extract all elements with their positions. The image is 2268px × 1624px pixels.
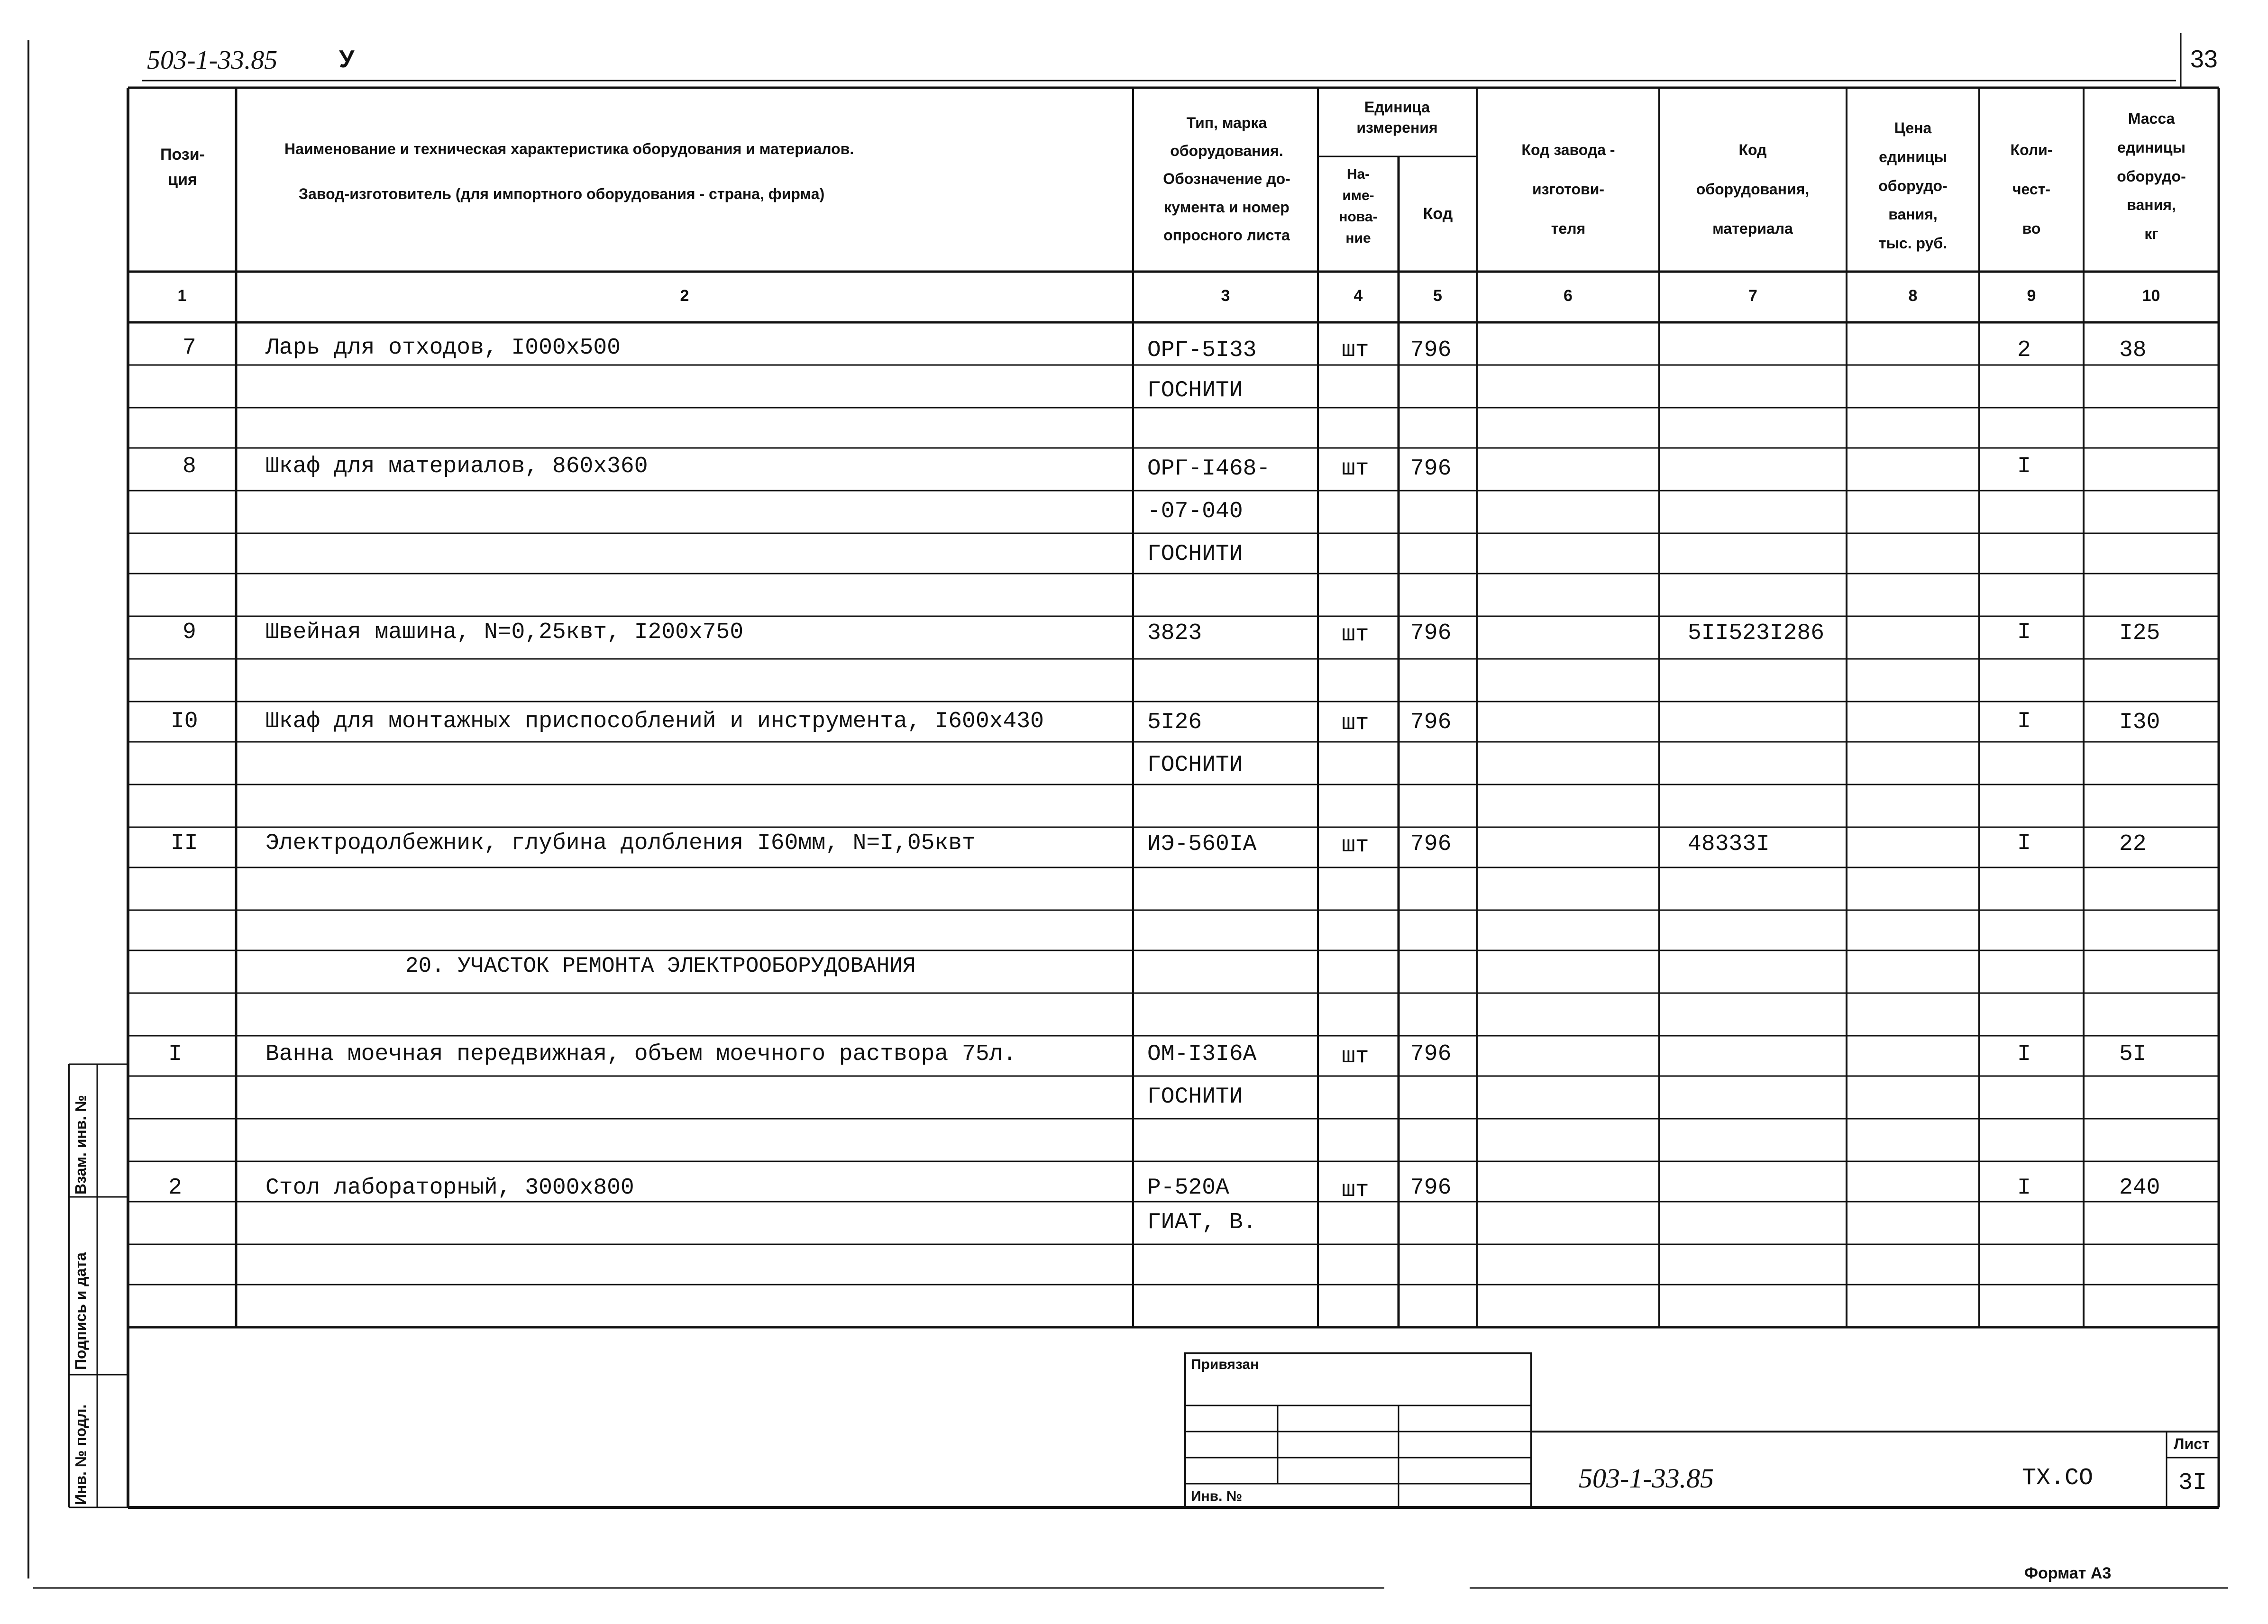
row-unit-code: 796 [1410, 338, 1452, 363]
side-label-vzam: Взам. инв. № [72, 1095, 89, 1195]
col-header-factory-code: Код завода - изготови- теля [1521, 141, 1615, 237]
row-position: II [171, 830, 198, 856]
format-label: Формат А3 [2024, 1564, 2112, 1582]
row-type: ГОСНИТИ [1147, 1084, 1243, 1110]
row-unit: шт [1342, 338, 1369, 363]
row-name: Шкаф для монтажных приспособлений и инструмента, I600x430 [265, 709, 1044, 734]
col-header-equipment-code: Код оборудования, материала [1696, 141, 1810, 237]
col-number: 1 [177, 287, 187, 305]
row-unit: шт [1342, 711, 1369, 736]
row-name: Ларь для отходов, I000x500 [265, 335, 621, 361]
row-quantity: I [2017, 1041, 2031, 1067]
doc-code-header: 503-1-33.85 [147, 46, 278, 75]
row-unit: шт [1342, 833, 1369, 858]
stamp-sheet-label: Лист [2174, 1435, 2210, 1452]
row-type: ГОСНИТИ [1147, 378, 1243, 403]
col-number: 8 [1908, 287, 1918, 305]
col-header-price: Цена единицы оборудо- вания, тыс. руб. [1878, 119, 1948, 252]
row-equipment-code: 5II523I286 [1688, 620, 1825, 646]
row-quantity: I [2017, 830, 2031, 856]
col-header-unit-code: Код [1423, 205, 1453, 223]
col-header-type: Тип, марка оборудования. Обозначение до- кумента и номер опросного листа [1163, 114, 1290, 244]
row-unit-code: 796 [1410, 456, 1452, 482]
row-unit-code: 796 [1410, 1175, 1452, 1201]
row-name: Электродолбежник, глубина долбления I60мм, N=I,05квт [265, 830, 976, 856]
side-label-podpis: Подпись и дата [72, 1252, 89, 1370]
row-mass: 38 [2119, 338, 2147, 363]
row-name: Стол лабораторный, 3000x800 [265, 1175, 634, 1201]
row-mass: 5I [2119, 1041, 2147, 1067]
doc-letter: У [339, 46, 355, 73]
row-quantity: I [2017, 620, 2031, 645]
col-header-mass: Масса единицы оборудо- вания, кг [2117, 110, 2186, 243]
row-unit: шт [1342, 622, 1369, 648]
col-header-unit-group: Единица измерения [1356, 99, 1438, 137]
row-unit-code: 796 [1410, 831, 1452, 857]
col-number: 3 [1221, 287, 1230, 305]
row-unit-code: 796 [1410, 620, 1452, 646]
col-number: 4 [1353, 287, 1363, 305]
row-unit-code: 796 [1410, 1041, 1452, 1067]
col-number: 10 [2142, 287, 2160, 305]
row-type: ГИАТ, В. [1147, 1210, 1257, 1235]
row-position: 9 [183, 620, 196, 645]
stamp-sheet-number: 3I [2178, 1469, 2207, 1496]
stamp-mark: TX.CO [2022, 1465, 2094, 1492]
col-number: 9 [2027, 287, 2036, 305]
stamp-inv-no: Инв. № [1191, 1488, 1243, 1504]
page-number: 33 [2190, 46, 2218, 73]
col-header-unit-name: На- име- нова- ние [1339, 166, 1378, 246]
side-label-inv-podl: Инв. № подл. [72, 1404, 89, 1505]
section-title: 20. УЧАСТОК РЕМОНТА ЭЛЕКТРООБОРУДОВАНИЯ [405, 954, 916, 978]
row-quantity: I [2017, 1175, 2031, 1201]
row-quantity: 2 [2017, 338, 2031, 363]
row-type: ГОСНИТИ [1147, 541, 1243, 567]
row-type: ОРГ-5I33 [1147, 338, 1257, 363]
col-header-name-line1: Наименование и техническая характеристика оборудования и материалов. [284, 140, 854, 157]
col-number: 6 [1564, 287, 1573, 305]
row-position: 2 [168, 1175, 182, 1201]
row-unit: шт [1342, 1177, 1369, 1203]
row-mass: 240 [2119, 1175, 2160, 1201]
row-mass: I25 [2119, 620, 2160, 646]
row-position: 7 [183, 335, 196, 361]
row-type: ИЭ-560IА [1147, 831, 1257, 857]
row-type: ОМ-I3I6А [1147, 1041, 1257, 1067]
row-mass: 22 [2119, 831, 2147, 857]
col-header-name-line2: Завод-изготовитель (для импортного оборудования - страна, фирма) [299, 185, 825, 202]
row-position: 8 [183, 454, 196, 479]
row-type: 3823 [1147, 620, 1202, 646]
row-mass: I30 [2119, 710, 2160, 735]
row-unit-code: 796 [1410, 710, 1452, 735]
col-number: 5 [1433, 287, 1442, 305]
row-quantity: I [2017, 709, 2031, 734]
col-number: 7 [1748, 287, 1757, 305]
stamp-privyazan: Привязан [1191, 1357, 1259, 1372]
stamp-doc-code: 503-1-33.85 [1579, 1463, 1714, 1494]
row-equipment-code: 48333I [1688, 831, 1770, 857]
row-type: ОРГ-I468- [1147, 456, 1271, 482]
row-unit: шт [1342, 1044, 1369, 1069]
row-type: -07-040 [1147, 499, 1243, 524]
col-number: 2 [680, 287, 689, 305]
row-unit: шт [1342, 456, 1369, 482]
row-position: I0 [171, 709, 198, 734]
row-quantity: I [2017, 454, 2031, 479]
row-name: Шкаф для материалов, 860x360 [265, 454, 648, 479]
col-header-position: Пози- ция [160, 146, 205, 189]
row-position: I [168, 1041, 182, 1067]
row-type: Р-520А [1147, 1175, 1229, 1201]
row-type: 5I26 [1147, 710, 1202, 735]
row-type: ГОСНИТИ [1147, 752, 1243, 778]
row-name: Швейная машина, N=0,25квт, I200x750 [265, 620, 744, 645]
row-name: Ванна моечная передвижная, объем моечного раствора 75л. [265, 1041, 1017, 1067]
col-header-quantity: Коли- чест- во [2010, 141, 2053, 237]
